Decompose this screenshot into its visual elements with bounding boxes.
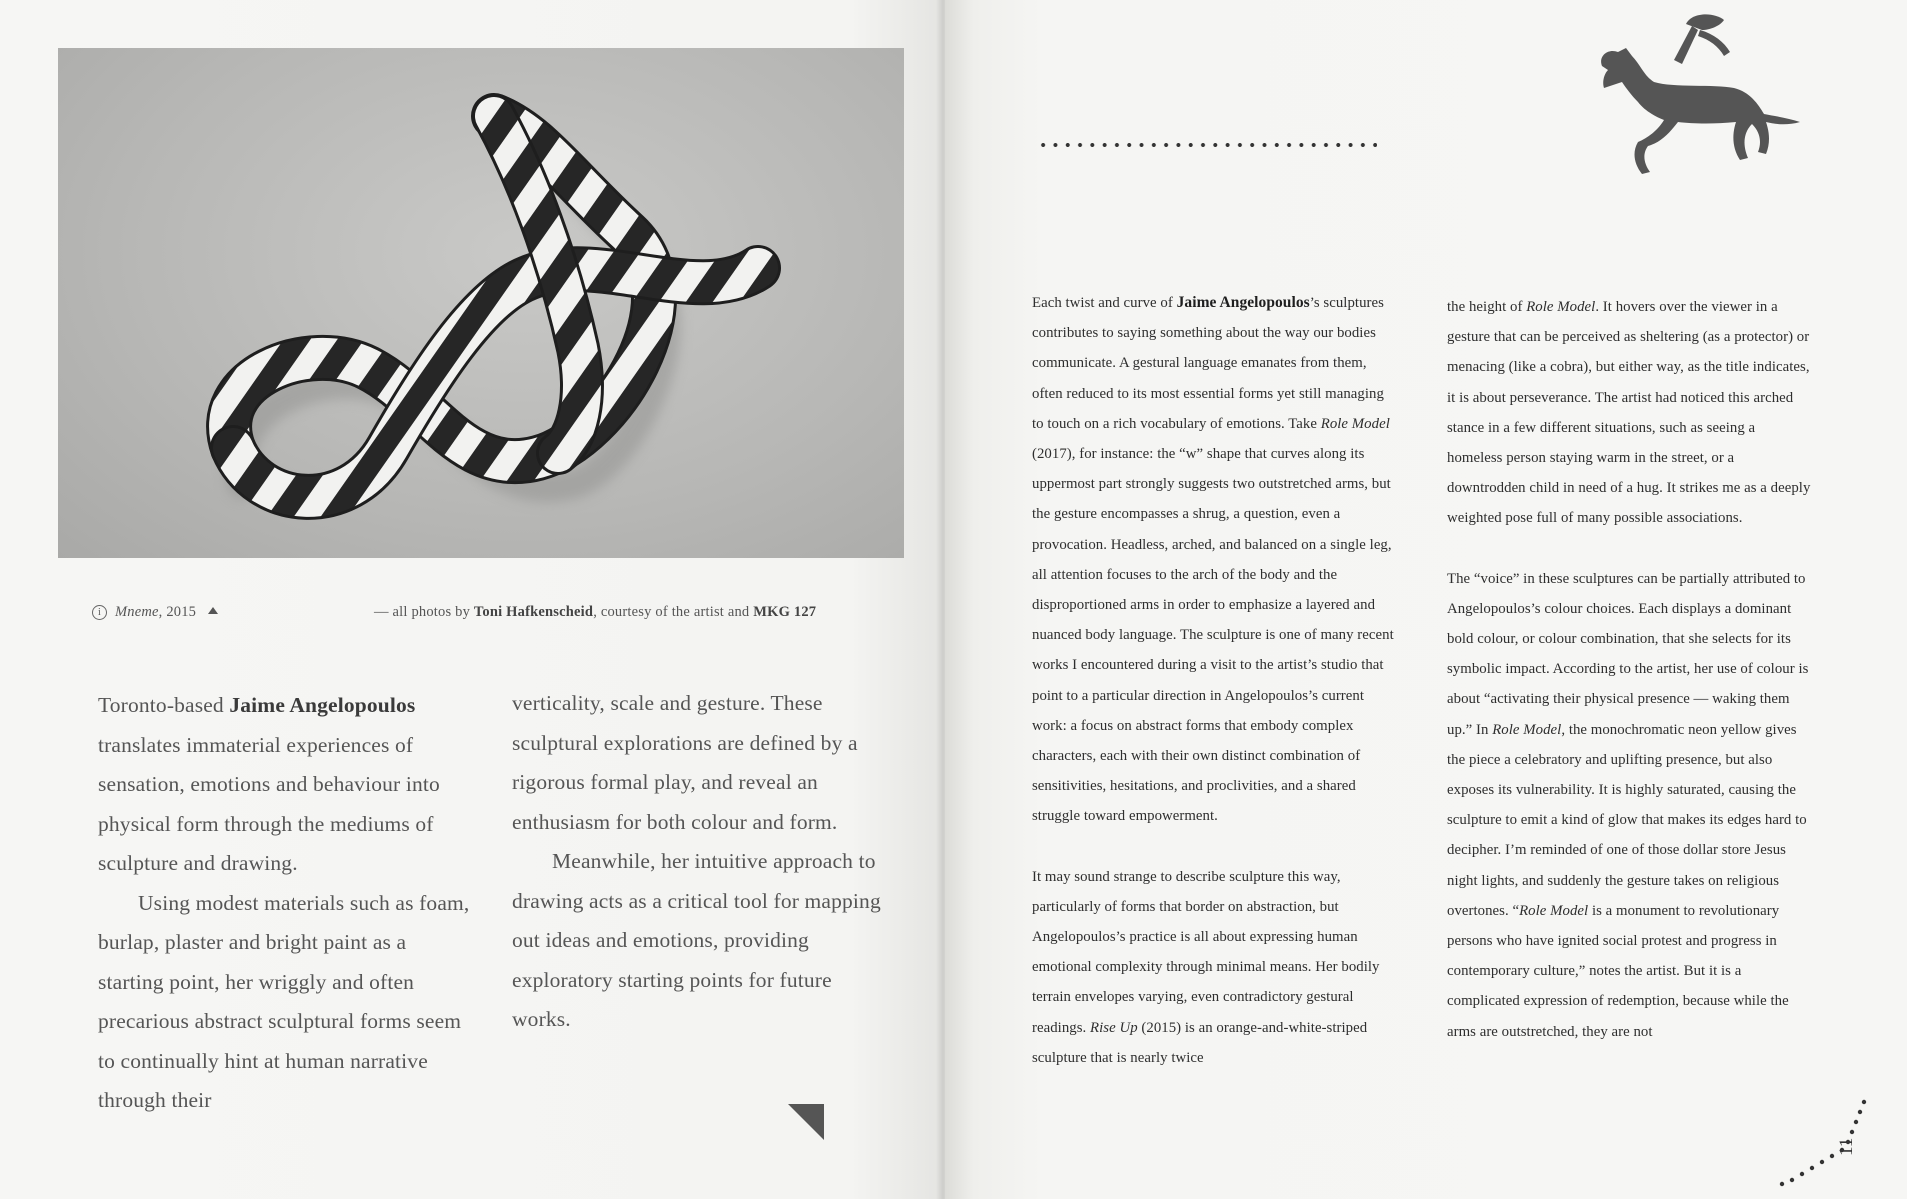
intro-paragraph-4: Meanwhile, her intuitive approach to drawing acts as a critical tool for mapping out ideas and emotions, providing exploratory starting points for future works. <box>512 849 881 1031</box>
article-paragraph-1: Each twist and curve of Jaime Angelopoulos’s sculptures contributes to saying something about the way our bodies communicate. A gestural language emanates from them, often reduced to its most essential forms yet still managing to touch on a rich vocabulary of emotions. Take Role Model (2017), for instance: the “w” shape that curves along its uppermost part strongly suggests two outstretched arms, but the gesture encompasses a shrug, a question, even a provocation. Headless, arched, and balanced on a single leg, all attention focuses to the arch of the body and the disproportioned arms in order to emphasize a layered and nuanced body language. The sculpture is one of many recent works I encountered during a visit to the artist’s studio that point to a particular direction in Angelopoulos’s current work: a focus on abstract forms that embody complex characters, each with their own distinct combination of sensitivities, hesitations, and proclivities, and a shared struggle toward empowerment. <box>1032 294 1394 825</box>
artist-name-bold: Jaime Angelopoulos <box>1176 294 1310 311</box>
page-number: 11 <box>1836 1137 1857 1156</box>
intro-column-1 <box>98 686 470 1121</box>
article-column-1 <box>1032 288 1398 1073</box>
left-page <box>0 0 945 1199</box>
credit-prefix: — all photos by <box>374 604 474 620</box>
intro-paragraph-2: Using modest materials such as foam, burlap, plaster and bright paint as a starting point, her wriggly and often precarious abstract sculptural forms seem to continually hint at human narrative through their <box>98 890 470 1112</box>
horse-rider-silhouette-icon <box>1574 12 1802 178</box>
credit-mid: , courtesy of the artist and <box>593 604 754 620</box>
artwork-year: , 2015 <box>158 604 197 620</box>
artwork-title: Mneme <box>115 604 159 620</box>
triangle-marker-icon <box>788 1104 824 1140</box>
article-paragraph-4: The “voice” in these sculptures can be partially attributed to Angelopoulos’s colour choices. Each displays a dominant bold colour, or colour combination, that she selects for its symbolic impact. According to the artist, her use of colour is about “activating their physical presence — waking them up.” In Role Model, the monochromatic neon yellow gives the piece a celebratory and uplifting presence, but also exposes its vulnerability. It is highly saturated, causing the sculpture to emit a kind of glow that makes its edges hard to decipher. I’m reminded of one of those dollar store Jesus night lights, and suddenly the gesture takes on religious overtones. “Role Model is a monument to revolutionary persons who have ignited social protest and progress in contemporary culture,” notes the artist. But it is a complicated expression of redemption, because while the arms are outstretched, they are not <box>1447 570 1809 1040</box>
article-column-2 <box>1447 292 1813 1047</box>
info-icon: i <box>92 605 107 620</box>
intro-paragraph-3: verticality, scale and gesture. These sculptural explorations are defined by a rigorous formal play, and reveal an enthusiasm for both colour and form. <box>512 691 858 834</box>
triangle-up-icon <box>208 607 218 614</box>
gallery-name: MKG 127 <box>753 604 817 620</box>
photo-credit <box>374 604 816 626</box>
artist-name: Jaime Angelopoulos <box>229 693 416 717</box>
photographer-name: Toni Hafkenscheid <box>473 604 594 620</box>
photo-caption <box>92 604 218 626</box>
striped-sculpture-image <box>58 48 904 558</box>
sculpture-photo <box>58 48 904 558</box>
intro-column-2 <box>512 684 884 1040</box>
article-paragraph-3: the height of Role Model. It hovers over the viewer in a gesture that can be perceived as sheltering (as a protector) or menacing (like a cobra), but either way, as the title indicates, it is about perseverance. The artist had noticed this arched stance in a few different situations, such as seeing a homeless person staying warm in the street, or a downtrodden child in need of a hug. It strikes me as a deeply weighted pose full of many possible associations. <box>1447 299 1811 527</box>
article-paragraph-2: It may sound strange to describe sculpture this way, particularly of forms that border on abstraction, but Angelopoulos’s practice is all about expressing human emotional complexity through minimal means. Her bodily terrain envelopes varying, even contradictory gestural readings. Rise Up (2015) is an orange-and-white-striped sculpture that is nearly twice <box>1032 868 1380 1066</box>
dotted-rule <box>1037 140 1377 150</box>
intro-paragraph-1: Toronto-based Jaime Angelopoulos translates immaterial experiences of sensation, emotions and behaviour into physical form through the mediums of sculpture and drawing. <box>98 693 440 875</box>
